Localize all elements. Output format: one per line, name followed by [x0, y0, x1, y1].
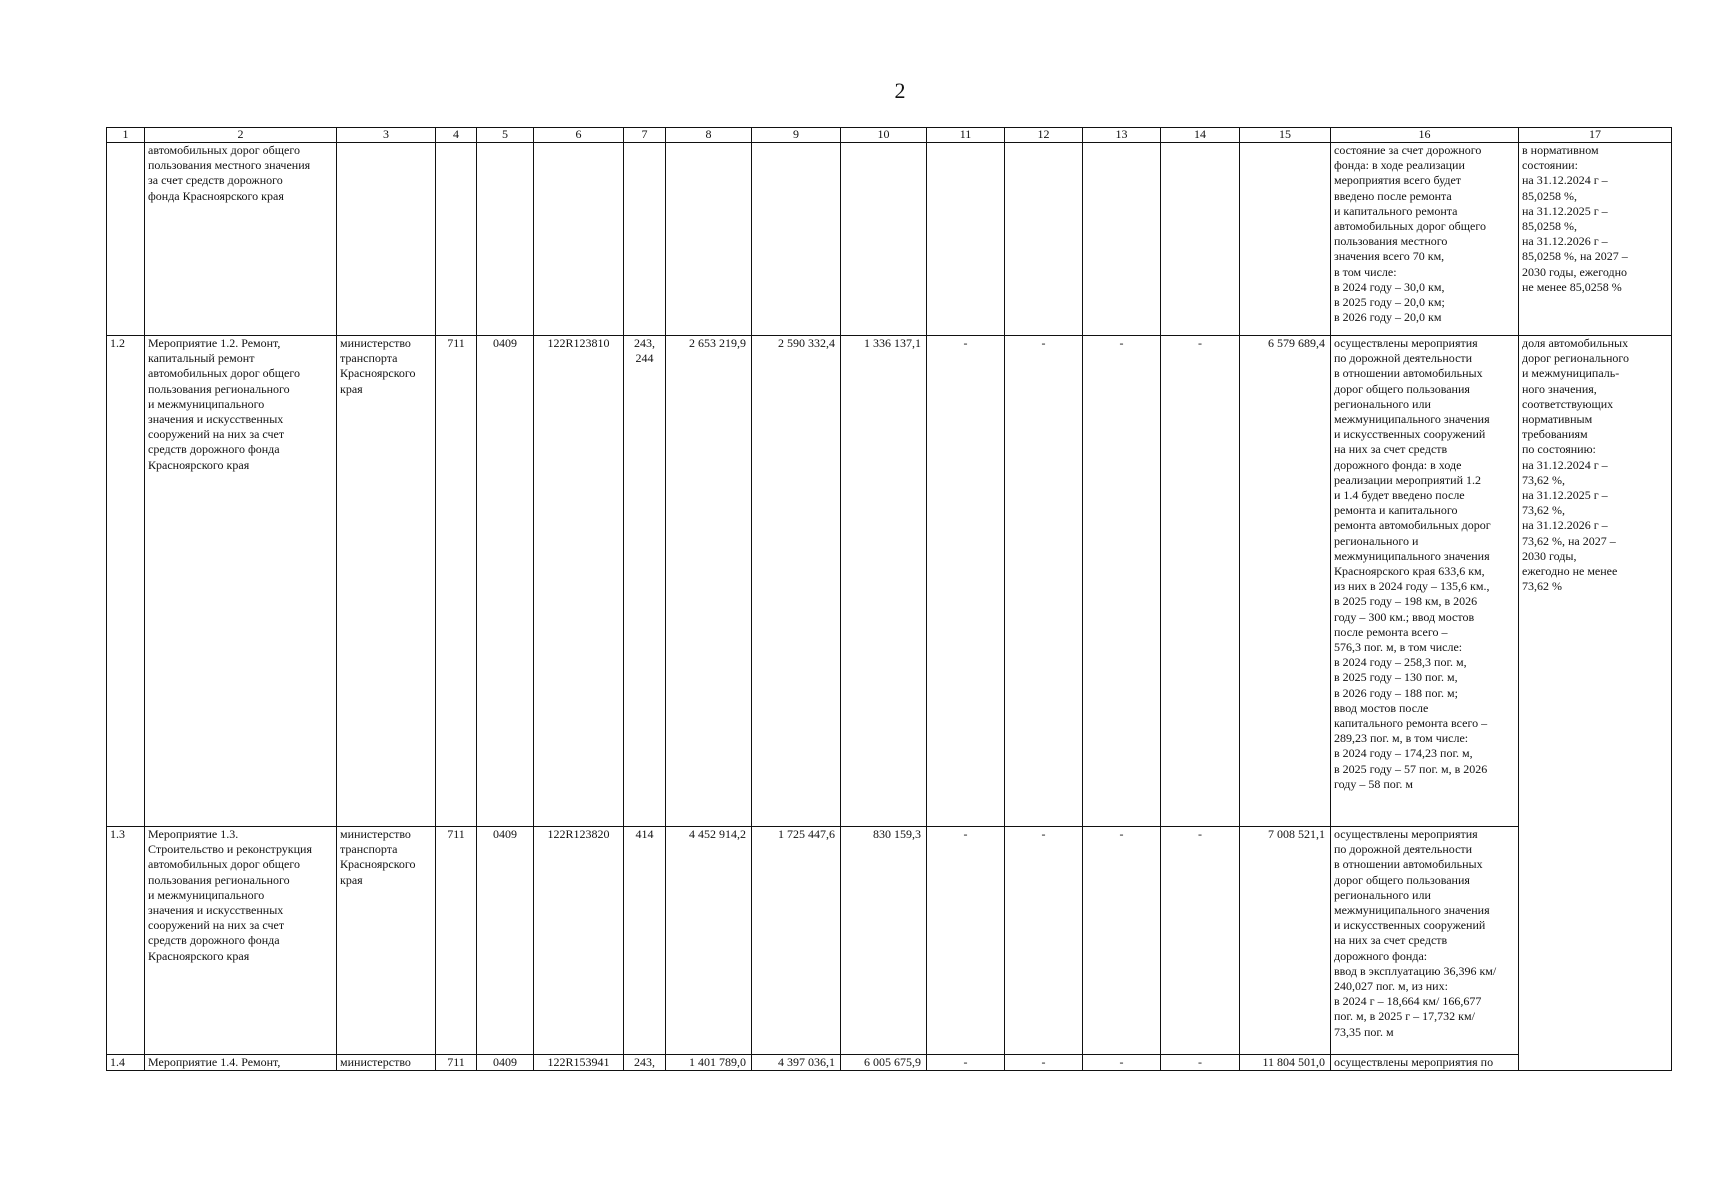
code-cell: 711 [436, 1055, 477, 1071]
header-cell: 13 [1083, 128, 1161, 143]
amount-cell: 4 397 036,1 [752, 1055, 841, 1071]
amount-cell: - [927, 1055, 1005, 1071]
code-cell: 0409 [477, 1055, 534, 1071]
row-number: 1.4 [107, 1055, 145, 1071]
code-cell: 711 [436, 336, 477, 827]
amount-cell: - [1005, 827, 1083, 1055]
code-cell: 711 [436, 827, 477, 1055]
header-cell: 9 [752, 128, 841, 143]
amount-cell: - [1083, 827, 1161, 1055]
amount-cell: 2 590 332,4 [752, 336, 841, 827]
header-row [107, 128, 1672, 143]
header-cell: 4 [436, 128, 477, 143]
amount-cell: - [1161, 1055, 1240, 1071]
header-cell: 6 [534, 128, 624, 143]
measure-name-cell: Мероприятие 1.3. Строительство и реконструкция автомобильных дорог общего пользования регионального и межмуниципального значения и искусственных сооружений на них за счет средств дорожного фонда Красноярского края [145, 827, 337, 1055]
table-row [107, 336, 1672, 827]
amount-cell: - [1005, 1055, 1083, 1071]
amount-cell: - [927, 827, 1005, 1055]
executor-cell: министерство транспорта Красноярского края [337, 827, 436, 1055]
amount-cell: - [1161, 827, 1240, 1055]
header-cell: 15 [1240, 128, 1331, 143]
row-number: 1.2 [107, 336, 145, 827]
total-cell: 6 579 689,4 [1240, 336, 1331, 827]
amount-cell: 4 452 914,2 [666, 827, 752, 1055]
code-cell: 122R153941 [534, 1055, 624, 1071]
header-cell: 16 [1331, 128, 1519, 143]
header-cell: 11 [927, 128, 1005, 143]
amount-cell: 830 159,3 [841, 827, 927, 1055]
header-cell: 8 [666, 128, 752, 143]
row-number: 1.3 [107, 827, 145, 1055]
table-row [107, 1055, 1672, 1071]
amount-cell: 1 336 137,1 [841, 336, 927, 827]
amount-cell: 6 005 675,9 [841, 1055, 927, 1071]
code-cell: 0409 [477, 336, 534, 827]
amount-cell: - [927, 336, 1005, 827]
result-cell: осуществлены мероприятия по [1331, 1055, 1519, 1071]
executor-cell: министерство [337, 1055, 436, 1071]
header-cell: 5 [477, 128, 534, 143]
table-row-continuation [107, 143, 1672, 336]
amount-cell: - [1083, 336, 1161, 827]
table-row [107, 827, 1672, 1055]
code-cell: 414 [624, 827, 666, 1055]
total-cell: 7 008 521,1 [1240, 827, 1331, 1055]
page-number: 2 [894, 78, 906, 103]
measure-name-cell: Мероприятие 1.4. Ремонт, [145, 1055, 337, 1071]
code-cell: 122R123810 [534, 336, 624, 827]
amount-cell: - [1161, 336, 1240, 827]
code-cell: 0409 [477, 827, 534, 1055]
program-table [106, 127, 1672, 1071]
header-cell: 14 [1161, 128, 1240, 143]
amount-cell: - [1005, 336, 1083, 827]
indicator-cell: в нормативном состоянии: на 31.12.2024 г – 85,0258 %, на 31.12.2025 г – 85,0258 %, на 31.12.2026 г – 85,0258 %, на 2027 – 2030 годы, ежегодно не менее 85,0258 % [1519, 143, 1672, 336]
amount-cell: 2 653 219,9 [666, 336, 752, 827]
code-cell: 122R123820 [534, 827, 624, 1055]
measure-name-cell: автомобильных дорог общего пользования местного значения за счет средств дорожного фонда Красноярского края [145, 143, 337, 336]
header-cell: 12 [1005, 128, 1083, 143]
amount-cell: 1 401 789,0 [666, 1055, 752, 1071]
code-cell: 243, [624, 1055, 666, 1071]
header-cell: 10 [841, 128, 927, 143]
executor-cell: министерство транспорта Красноярского края [337, 336, 436, 827]
amount-cell: - [1083, 1055, 1161, 1071]
indicator-cell: доля автомобильных дорог регионального и межмуниципаль- ного значения, соответствующих нормативным требованиям по состоянию: на 31.12.2024 г – 73,62 %, на 31.12.2025 г – 73,62 %, на 31.12.2026 г – 73,62 %, на 2027 – 2030 годы, ежегодно не менее 73,62 % [1519, 336, 1672, 1071]
header-cell: 3 [337, 128, 436, 143]
header-cell: 7 [624, 128, 666, 143]
measure-name-cell: Мероприятие 1.2. Ремонт, капитальный ремонт автомобильных дорог общего пользования регионального и межмуниципального значения и искусственных сооружений на них за счет средств дорожного фонда Красноярского края [145, 336, 337, 827]
amount-cell: 1 725 447,6 [752, 827, 841, 1055]
total-cell: 11 804 501,0 [1240, 1055, 1331, 1071]
result-cell: осуществлены мероприятия по дорожной деятельности в отношении автомобильных дорог общего пользования регионального или межмуниципального значения и искусственных сооружений на них за счет средств дорожного фонда: ввод в эксплуатацию 36,396 км/ 240,027 пог. м, из них: в 2024 г – 18,664 км/ 166,677 пог. м, в 2025 г – 17,732 км/ 73,35 пог. м [1331, 827, 1519, 1055]
header-cell: 1 [107, 128, 145, 143]
header-cell: 17 [1519, 128, 1672, 143]
result-cell: состояние за счет дорожного фонда: в ходе реализации мероприятия всего будет введено после ремонта и капитального ремонта автомобильных дорог общего пользования местного значения всего 70 км, в том числе: в 2024 году – 30,0 км, в 2025 году – 20,0 км; в 2026 году – 20,0 км [1331, 143, 1519, 336]
result-cell: осуществлены мероприятия по дорожной деятельности в отношении автомобильных дорог общего пользования регионального или межмуниципального значения и искусственных сооружений на них за счет средств дорожного фонда: в ходе реализации мероприятий 1.2 и 1.4 будет введено после ремонта и капитального ремонта автомобильных дорог регионального и межмуниципального значения Красноярского края 633,6 км, из них в 2024 году – 135,6 км., в 2025 году – 198 км, в 2026 году – 300 км.; ввод мостов после ремонта всего – 576,3 пог. м, в том числе: в 2024 году – 258,3 пог. м, в 2025 году – 130 пог. м, в 2026 году – 188 пог. м; ввод мостов после капитального ремонта всего – 289,23 пог. м, в том числе: в 2024 году – 174,23 пог. м, в 2025 году – 57 пог. м, в 2026 году – 58 пог. м [1331, 336, 1519, 827]
code-cell: 243, 244 [624, 336, 666, 827]
header-cell: 2 [145, 128, 337, 143]
